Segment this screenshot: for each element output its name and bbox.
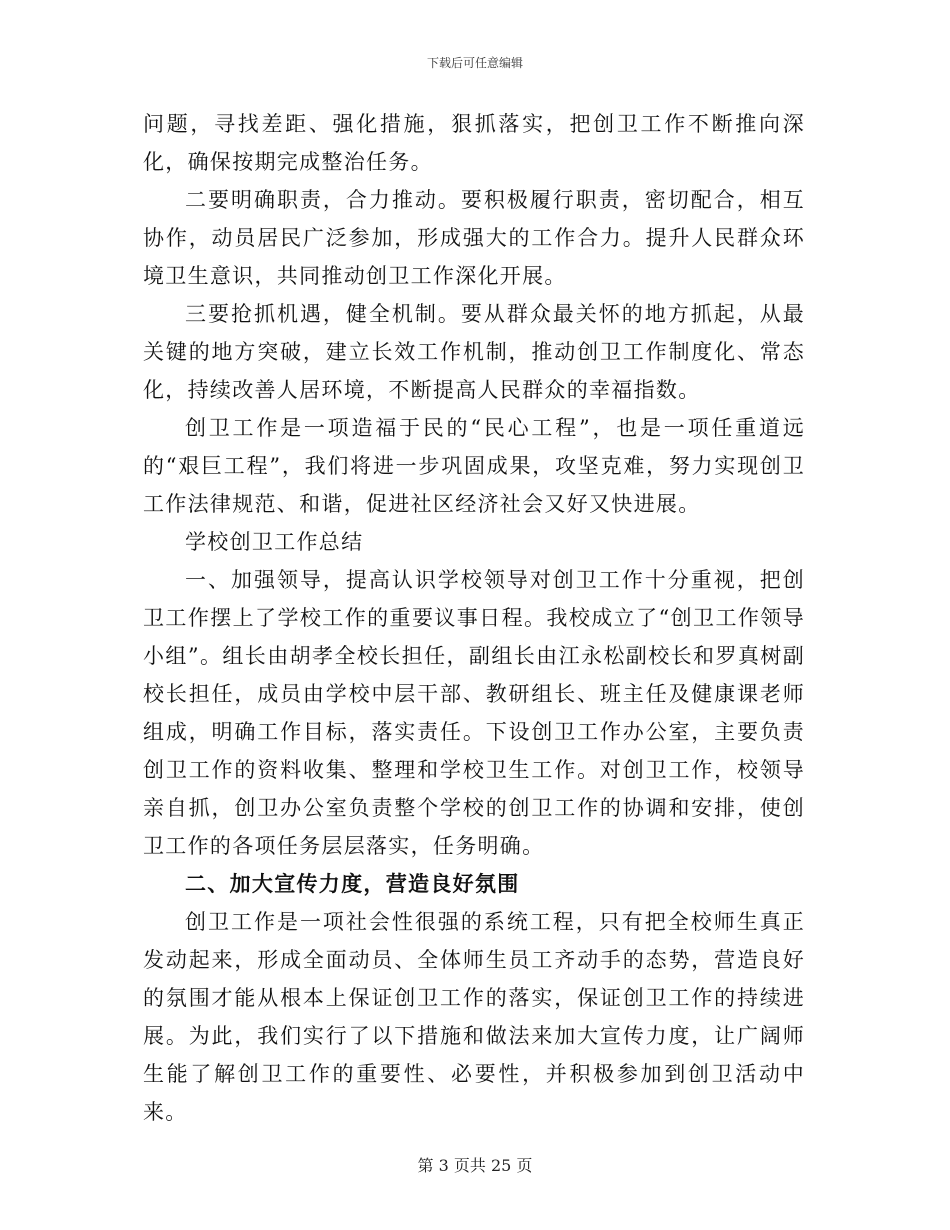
paragraph-2: 二要明确职责，合力推动。要积极履行职责，密切配合，相互协作，动员居民广泛参加，形成强大的工作合力。提升人民群众环境卫生意识，共同推动创卫工作深化开展。: [143, 188, 805, 288]
paragraph-3: 三要抢抓机遇，健全机制。要从群众最关怀的地方抓起，从最关键的地方突破，建立长效工作机制，推动创卫工作制度化、常态化，持续改善人居环境，不断提高人民群众的幸福指数。: [143, 302, 805, 402]
body-text: [143, 105, 805, 1131]
section-2-heading: 二、加大宣传力度，营造良好氛围: [185, 872, 520, 896]
section-title: 学校创卫工作总结: [185, 530, 364, 554]
page-footer: 第 3 页共 25 页: [417, 1156, 533, 1175]
page-header: 下载后可任意编辑: [426, 56, 523, 70]
paragraph-section-1: 一、加强领导，提高认识学校领导对创卫工作十分重视，把创卫工作摆上了学校工作的重要议事日程。我校成立了“创卫工作领导小组”。组长由胡孝全校长担任，副组长由江永松副校长和罗真树副校长担任，成员由学校中层干部、教研组长、班主任及健康课老师组成，明确工作目标，落实责任。下设创卫工作办公室，主要负责创卫工作的资料收集、整理和学校卫生工作。对创卫工作，校领导亲自抓，创卫办公室负责整个学校的创卫工作的协调和安排，使创卫工作的各项任务层层落实，任务明确。: [143, 568, 805, 858]
paragraph-4: 创卫工作是一项造福于民的“民心工程”，也是一项任重道远的“艰巨工程”，我们将进一步巩固成果，攻坚克难，努力实现创卫工作法律规范、和谐，促进社区经济社会又好又快进展。: [143, 416, 805, 516]
paragraph-section-2: 创卫工作是一项社会性很强的系统工程，只有把全校师生真正发动起来，形成全面动员、全体师生员工齐动手的态势，营造良好的氛围才能从根本上保证创卫工作的落实，保证创卫工作的持续进展。为此，我们实行了以下措施和做法来加大宣传力度，让广阔师生能了解创卫工作的重要性、必要性，并积极参加到创卫活动中来。: [143, 910, 805, 1124]
paragraph-1: 问题，寻找差距、强化措施，狠抓落实，把创卫工作不断推向深化，确保按期完成整治任务。: [143, 112, 805, 174]
